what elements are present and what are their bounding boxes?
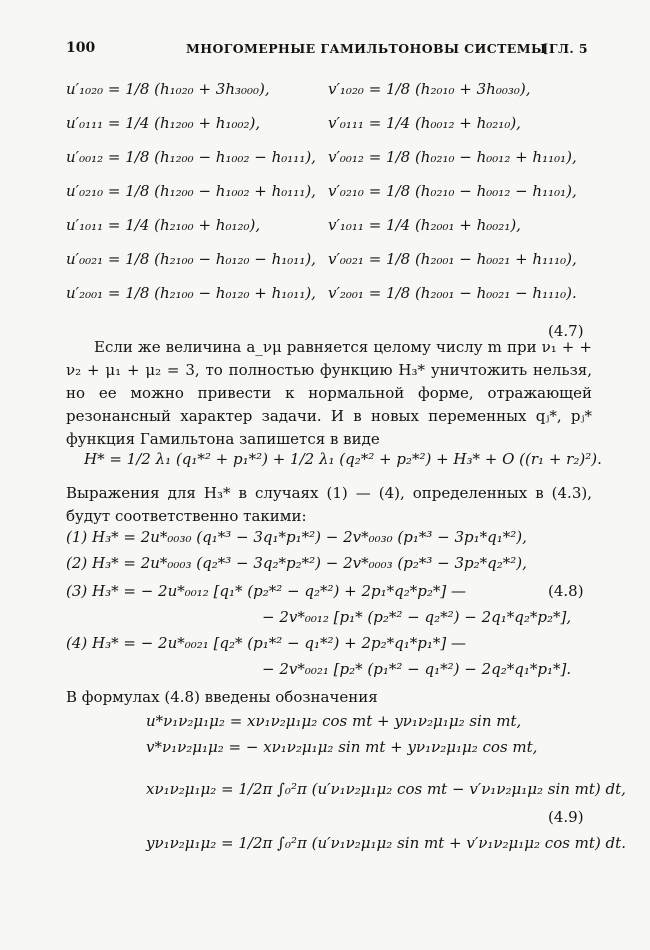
hamiltonian-equation: H* = 1/2 λ₁ (q₁*² + p₁*²) + 1/2 λ₁ (q₂*² + p₂*²) + H₃* + O ((r₁ + r₂)²). — [84, 450, 602, 468]
definition-u-star: u*ν₁ν₂μ₁μ₂ = xν₁ν₂μ₁μ₂ cos mt + yν₁ν₂μ₁μ₂ sin mt, — [146, 712, 522, 730]
equation-left: u′₀₁₁₁ = 1/4 (h₁₂₀₀ + h₁₀₀₂), — [66, 114, 261, 132]
equation-left: u′₀₀₁₂ = 1/8 (h₁₂₀₀ − h₁₀₀₂ − h₀₁₁₁), — [66, 148, 316, 166]
equation-row — [66, 284, 586, 316]
equation-row — [66, 216, 586, 248]
paragraph: Выражения для H₃* в случаях (1) — (4), определенных в (4.3), будут соответственно такими: — [66, 484, 592, 525]
equation-right: v′₀₁₁₁ = 1/4 (h₀₀₁₂ + h₀₂₁₀), — [328, 114, 521, 132]
page-number: 100 — [66, 40, 96, 56]
case-3-equation-line-2: − 2v*₀₀₁₂ [p₁* (p₂*² − q₂*²) − 2q₁*q₂*p₂*], — [262, 608, 572, 626]
equation-right: v′₁₀₂₀ = 1/8 (h₂₀₁₀ + 3h₀₀₃₀), — [328, 80, 531, 98]
running-title: МНОГОМЕРНЫЕ ГАМИЛЬТОНОВЫ СИСТЕМЫ — [186, 41, 547, 56]
equation-number: (4.8) — [548, 582, 584, 600]
equation-left: u′₀₂₁₀ = 1/8 (h₁₂₀₀ − h₁₀₀₂ + h₀₁₁₁), — [66, 182, 316, 200]
case-1-equation: (1) H₃* = 2u*₀₀₃₀ (q₁*³ − 3q₁*p₁*²) − 2v*₀₀₃₀ (p₁*³ − 3p₁*q₁*²), — [66, 528, 527, 546]
case-4-equation-line-2: − 2v*₀₀₂₁ [p₂* (p₁*² − q₁*²) − 2q₂*q₁*p₁*]. — [262, 660, 572, 678]
equation-right: v′₀₀₁₂ = 1/8 (h₀₂₁₀ − h₀₀₁₂ + h₁₁₀₁), — [328, 148, 577, 166]
equation-right: v′₁₀₁₁ = 1/4 (h₂₀₀₁ + h₀₀₂₁), — [328, 216, 521, 234]
equation-right: v′₀₂₁₀ = 1/8 (h₀₂₁₀ − h₀₀₁₂ − h₁₁₀₁), — [328, 182, 577, 200]
equation-row — [66, 182, 586, 214]
definition-y: yν₁ν₂μ₁μ₂ = 1/2π ∫₀²π (u′ν₁ν₂μ₁μ₂ sin mt + v′ν₁ν₂μ₁μ₂ cos mt) dt. — [146, 834, 626, 852]
equation-right: v′₀₀₂₁ = 1/8 (h₂₀₀₁ − h₀₀₂₁ + h₁₁₁₀), — [328, 250, 577, 268]
equation-number: (4.9) — [548, 808, 584, 826]
case-4-equation-line-1: (4) H₃* = − 2u*₀₀₂₁ [q₂* (p₁*² − q₁*²) + 2p₂*q₁*p₁*] — — [66, 634, 466, 652]
equation-row — [66, 80, 586, 112]
case-3-equation-line-1: (3) H₃* = − 2u*₀₀₁₂ [q₁* (p₂*² − q₂*²) + 2p₁*q₂*p₂*] — — [66, 582, 466, 600]
equation-left: u′₂₀₀₁ = 1/8 (h₂₁₀₀ − h₀₁₂₀ + h₁₀₁₁), — [66, 284, 316, 302]
equation-row — [66, 148, 586, 180]
equation-left: u′₀₀₂₁ = 1/8 (h₂₁₀₀ − h₀₁₂₀ − h₁₀₁₁), — [66, 250, 316, 268]
paragraph: В формулах (4.8) введены обозначения — [66, 688, 378, 706]
equation-left: u′₁₀₁₁ = 1/4 (h₂₁₀₀ + h₀₁₂₀), — [66, 216, 261, 234]
equation-right: v′₂₀₀₁ = 1/8 (h₂₀₀₁ − h₀₀₂₁ − h₁₁₁₀). — [328, 284, 577, 302]
chapter-label: [ГЛ. 5 — [542, 41, 588, 56]
definition-v-star: v*ν₁ν₂μ₁μ₂ = − xν₁ν₂μ₁μ₂ sin mt + yν₁ν₂μ₁μ₂ cos mt, — [146, 738, 538, 756]
definition-x: xν₁ν₂μ₁μ₂ = 1/2π ∫₀²π (u′ν₁ν₂μ₁μ₂ cos mt − v′ν₁ν₂μ₁μ₂ sin mt) dt, — [146, 780, 626, 798]
equation-row — [66, 250, 586, 282]
case-2-equation: (2) H₃* = 2u*₀₀₀₃ (q₂*³ − 3q₂*p₂*²) − 2v*₀₀₀₃ (p₂*³ − 3p₂*q₂*²), — [66, 554, 527, 572]
paragraph: Если же величина a_νμ равняется целому числу m при ν₁ + + ν₂ + μ₁ + μ₂ = 3, то полностью функцию H₃* уничтожить нельзя, но ее можно привести к нормальной форме, отражающей резонансный характер задачи. И в новых переменных qⱼ*, pⱼ* функция Гамильтона запишется в виде — [66, 338, 592, 448]
equation-left: u′₁₀₂₀ = 1/8 (h₁₀₂₀ + 3h₃₀₀₀), — [66, 80, 270, 98]
page-header — [66, 40, 588, 60]
equation-row — [66, 114, 586, 146]
equation-number: (4.7) — [548, 322, 584, 340]
